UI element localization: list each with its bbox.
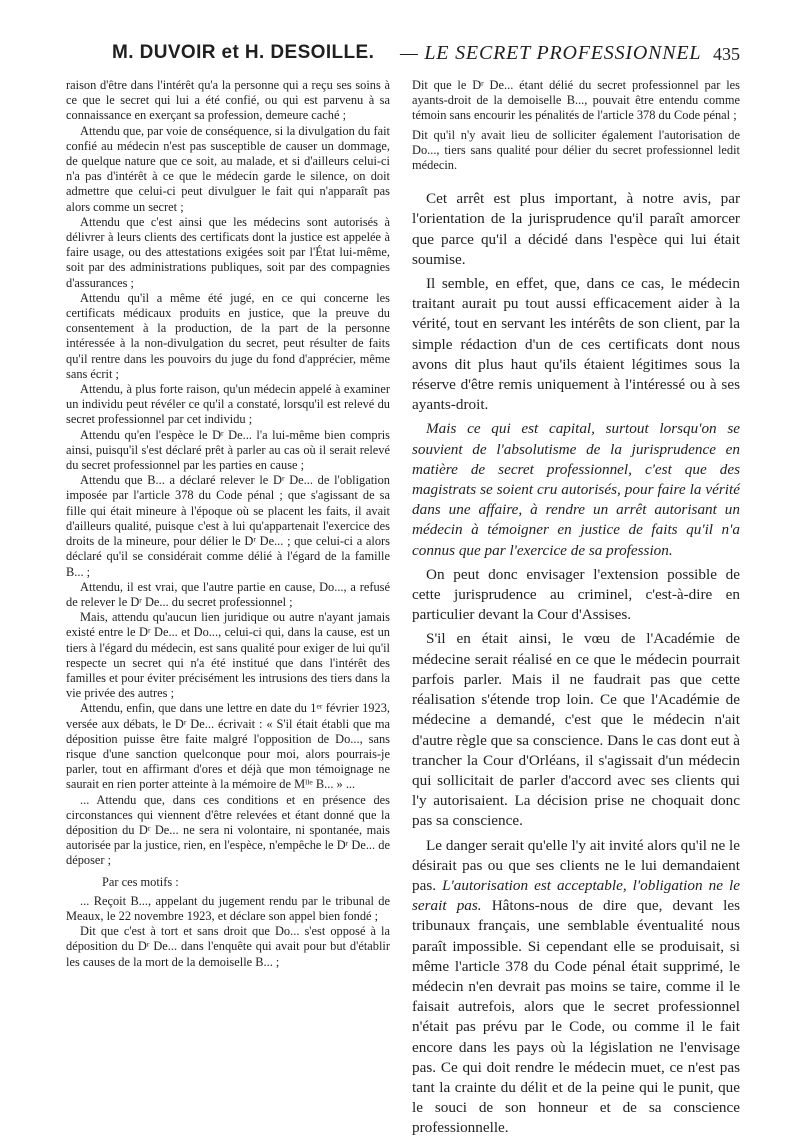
header-title: — LE SECRET PROFESSIONNEL [400,42,702,64]
judgment-paragraph: Attendu que c'est ainsi que les médecins sont autorisés à délivrer à leurs clients des certificats dont la justice est appelée à faire usage, ou des attestations exigées soit par l'État lui-même, soit par des administrations publiques, soit par des compagnies d'assurances ; [66,214,390,290]
header-authors: M. DUVOIR et H. DESOILLE. [112,42,375,63]
right-column [412,78,740,1139]
commentary-paragraph [412,836,740,1139]
page-number: 435 [713,44,740,64]
judgment-paragraph: Attendu que B... a déclaré relever le $D^r$ De... de l'obligation imposée par l'article 378 du Code pénal ; que s'agissant de sa fille qui était mineure à l'époque où se placent les faits, il avait d'ailleurs qualité, puisque c'est à lui qu'appartenait l'exercice des droits de la mineure, pour délier le $D^r$ De... ; que celui-ci a alors déclaré qu'il se considérait comme délié à l'égard de la famille B... ; [66,473,391,579]
judgment-paragraph: Dit qu'il n'y avait lieu de solliciter également l'autorisation de Do..., tiers sans qualité pour délier du secret professionnel ledit médecin. [412,127,740,173]
judgment-paragraph: Attendu, il est vrai, que l'autre partie en cause, Do..., a refusé de relever le $D^r$ De... du secret professionnel ; [66,579,390,609]
judgment-paragraph: Attendu qu'il a même été jugé, en ce qui concerne les certificats médicaux produits en justice, que la preuve du consentement à la production, de la part de la personne intéressée à la non-divulgation du secret, peut résulter de faits qu'il rentre dans les pouvoirs du juge du fond d'apprécier, même sans écrit ; [66,290,390,381]
judgment-paragraph: Attendu, à plus forte raison, qu'un médecin appelé à examiner un individu peut révéler ce qu'il a constaté, lorsqu'il est relevé du secret professionnel par cet individu ; [66,382,390,427]
judgment-paragraph: Dit que le $D^r$ De... étant délié du secret professionnel par les ayants-droit de la demoiselle B..., pouvait être entendu comme témoin sans encourir les pénalités de l'article 378 du Code pénal ; [412,78,740,123]
commentary-paragraph: Il semble, en effet, que, dans ce cas, le médecin traitant aurait pu tout aussi efficacement aider à la vérité, tout en servant les intérêts de son client, par la simple rédaction d'un de ces certificats dont nous avons dit plus haut qu'ils étaient légitimes sous la réserve d'être remis uniquement à l'intéressé ou à ses ayants-droit. [412,275,740,414]
judgment-paragraph: Dit que c'est à tort et sans droit que Do... s'est opposé à la déposition du $D^r$ De... dans l'enquête qui avait pour but d'établir les causes de la mort de la demoiselle B... ; [66,924,390,969]
commentary-paragraph: On peut donc envisager l'extension possible de cette jurisprudence au criminel, c'est-à-dire en particulier devant la Cour d'Assises. [412,565,740,624]
judgment-paragraph: raison d'être dans l'intérêt qu'a la personne qui a reçu ses soins à ce que le secret qui lui a été confié, ou qui est parvenu à sa connaissance en exerçant sa profession, demeure caché ; [66,78,390,123]
judgment-paragraph: Mais, attendu qu'aucun lien juridique ou autre n'ayant jamais existé entre le $D^r$ De... et Do..., celui-ci qui, dans la cause, est un tiers à l'égard du médecin, est sans qualité pour exiger de lui qu'il respecte un secret qui n'a été institué que dans l'intérêt des familles et pour éviter précisément les intrusions des tiers dans la vie privée des autres ; [66,610,390,701]
judgment-paragraph: ... Reçoit B..., appelant du jugement rendu par le tribunal de Meaux, le 22 novembre 1923, et déclare son appel bien fondé ; [66,893,390,923]
left-column [66,78,390,970]
commentary-paragraph: S'il en était ainsi, le vœu de l'Académie de médecine serait réalisé en ce que le médecin pourrait parfois parler. Mais il ne faudrait pas que cette réalisation s'étende trop loin. Ce que l'Académie de médecine a demandé, c'est que le médecin n'ait d'autre règle que sa conscience. Dans le cas dont eut à trancher la Cour d'Orléans, il s'agissait d'un médecin qui sollicitait de parler d'accord avec ses clients qui l'y autorisaient. La décision prise ne choquait donc pas sa conscience. [412,630,740,830]
running-header [70,42,740,72]
judgment-paragraph: Attendu qu'en l'espèce le $D^r$ De... l'a lui-même bien compris ainsi, puisqu'il s'est déclaré prêt à parler au cas où il serait relevé du secret professionnel par les parties en cause ; [66,427,390,473]
commentary-paragraph: Cet arrêt est plus important, à notre avis, par l'orientation de la jurisprudence qu'il paraît amorcer que parce qu'il a décidé dans l'espèce qui lui était soumise. [412,190,740,268]
commentary-emphasis: L'autorisation est acceptable, l'obligation ne le serait pas. [412,876,741,915]
motifs-heading: Par ces motifs : [102,874,179,889]
commentary [412,189,740,1138]
judgment-paragraph: Attendu que, par voie de conséquence, si la divulgation du fait confié au médecin n'est pas susceptible de causer un dommage, de quelque nature que ce soit, au malade, et si d'ailleurs celui-ci n'a pas d'intérêt à ce que le médecin garde le silence, on doit admettre que celui-ci peut divulguer le fait qui n'apparaît pas alors comme un secret ; [66,123,390,214]
judgment-continuation [412,78,740,173]
commentary-text: Le danger serait qu'elle l'y ait invité alors qu'il ne le désirait pas ou que ses clients ne le lui demandaient pas. [412,836,740,894]
judgment-paragraph: Attendu, enfin, que dans une lettre en date du 1er février 1923, versée aux débats, le $D^r$ De... écrivait : « S'il était établi que ma déposition puisse être faite malgré l'opposition de Do..., sans risque d'une sanction quelconque pour moi, alors pourrais-je parler, tout en affirmant d'ores et déjà que mon témoignage ne saurait en rien porter atteinte à la mémoire de $M^{lle}$ B... » ... [66,701,390,792]
commentary-text: Hâtons-nous de dire que, devant les tribunaux français, une semblable éventualité nous paraît impossible. Si cependant elle se produisait, si même l'article 378 du Code pénal était supprimé, le médecin n'en devrait pas moins se taire, comme il le faisait autrefois, alors que le secret professionnel n'était pas prévu par le Code, ou comme il le fait encore dans les pays où la législation ne l'envisage pas. Ce qui doit rendre le médecin muet, ce n'est pas tant la crainte du délit et de la peine qui le punit, que le souci de son honneur et de sa conscience professionnelle. [412,897,740,1137]
commentary-italic-paragraph: Mais ce qui est capital, surtout lorsqu'on se souvient de l'absolutisme de la jurisprudence en matière de secret professionnel, c'est que des magistrats se soient cru autorisés, pour faire la vérité dans une affaire, à rendre un arrêt autorisant un médecin à témoigner en justice de faits qu'il n'a connus que par l'exercice de sa profession. [412,420,740,559]
judgment-paragraph: ... Attendu que, dans ces conditions et en présence des circonstances qui viennent d'être relevées et étant donné que la déposition du $D^r$ De... ne sera ni volontaire, ni spontanée, mais autorisée par la justice, rien, en l'espèce, n'empêche le $D^r$ De... de déposer ; [66,792,390,868]
